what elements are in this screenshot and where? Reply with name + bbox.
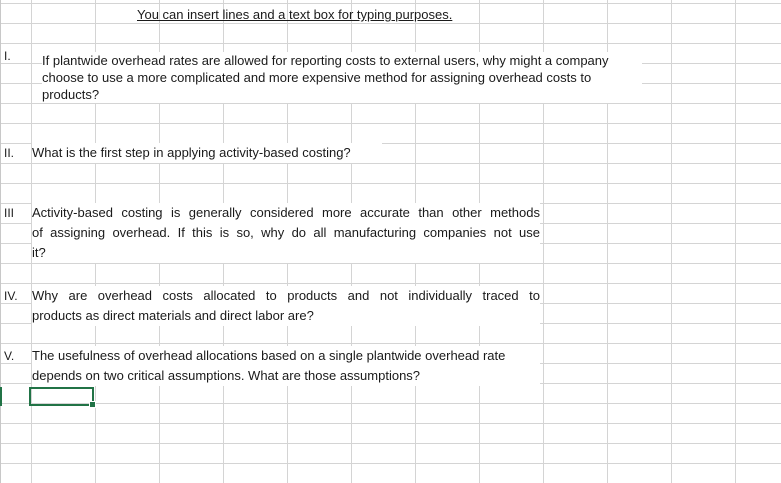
question-number-3: III	[4, 206, 15, 220]
question-1-text	[42, 52, 642, 103]
active-row-indicator	[0, 387, 2, 406]
question-4-line-1: Why are overhead costs allocated to products and not individually traced to	[32, 288, 540, 303]
question-3-line-1: Activity-based costing is generally considered more accurate than other methods	[32, 205, 540, 220]
question-number-1: I.	[4, 49, 11, 63]
question-4-text	[32, 286, 540, 326]
question-number-2: II.	[4, 146, 15, 160]
question-3-line-3: it?	[32, 245, 46, 260]
header-note: You can insert lines and a text box for typing purposes.	[137, 7, 453, 22]
question-1-line-2: choose to use a more complicated and more expensive method for assigning overhead costs to	[42, 70, 592, 85]
question-1-line-3: products?	[42, 87, 100, 102]
question-5-text	[32, 346, 540, 386]
fill-handle[interactable]	[89, 401, 96, 408]
question-3-line-2: of assigning overhead. If this is so, why do all manufacturing companies not use	[32, 225, 540, 240]
column-border	[0, 0, 1, 483]
question-2-line-1: What is the first step in applying activity-based costing?	[32, 145, 351, 160]
question-1-line-1: If plantwide overhead rates are allowed for reporting costs to external users, why might a company	[42, 53, 609, 68]
question-5-line-1: The usefulness of overhead allocations based on a single plantwide overhead rate	[32, 348, 506, 363]
question-5-line-2: depends on two critical assumptions. What are those assumptions?	[32, 368, 421, 383]
question-number-5: V.	[4, 349, 15, 363]
question-number-4: IV.	[4, 289, 18, 303]
question-2-text	[32, 143, 382, 163]
selected-cell[interactable]	[29, 387, 94, 406]
question-4-line-2: products as direct materials and direct labor are?	[32, 308, 314, 323]
question-3-text	[32, 203, 540, 263]
